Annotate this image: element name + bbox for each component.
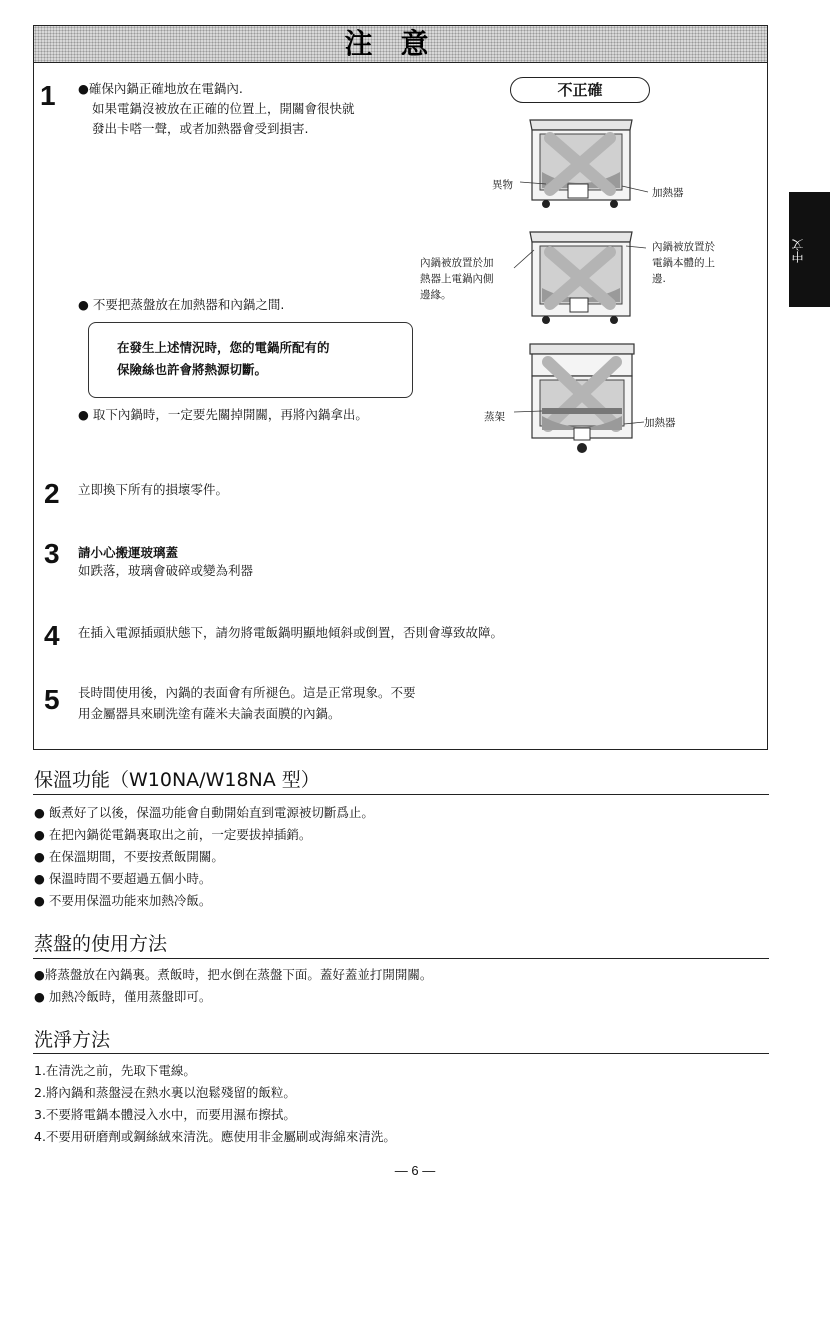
item-number-1: 1	[40, 80, 56, 111]
cleaning-item-1: 1.在清洗之前，先取下電線。	[34, 1063, 196, 1078]
fuse-warning-box	[88, 322, 413, 398]
incorrect-label: 不正確	[510, 77, 650, 103]
caption-foreign-object: 異物	[492, 179, 513, 191]
item3-line1: 請小心搬運玻璃蓋	[78, 545, 179, 560]
item1-bullet2: ● 不要把蒸盤放在加熱器和內鍋之間.	[78, 297, 285, 312]
caution-header	[34, 26, 767, 63]
cooker-figure-steam-tray	[524, 342, 640, 454]
keep-warm-item-3: ● 在保溫期間，不要按煮飯開關。	[34, 849, 224, 864]
item-number-3: 3	[44, 538, 60, 569]
item5-line1: 長時間使用後，內鍋的表面會有所褪色。這是正常現象。不要	[78, 685, 416, 700]
caption-right-note-3: 邊.	[652, 273, 666, 285]
keep-warm-heading: 保溫功能（W10NA/W18NA 型）	[34, 769, 320, 791]
item4-text: 在插入電源插頭狀態下，請勿將電飯鍋明顯地傾斜或倒置，否則會導致故障。	[78, 625, 504, 640]
cleaning-rule	[33, 1053, 769, 1054]
cooker-figure-misplaced-pot	[520, 228, 640, 326]
caption-heater-1: 加熱器	[652, 187, 684, 199]
item2-text: 立即換下所有的損壞零件。	[78, 482, 229, 497]
warning-line2: 保險絲也許會將熱源切斷。	[117, 362, 268, 377]
steam-tray-rule	[33, 958, 769, 959]
item1-bullet1-line1: ●確保內鍋正確地放在電鍋內.	[78, 81, 243, 96]
warning-line1: 在發生上述情況時，您的電鍋所配有的	[117, 340, 330, 355]
steam-tray-heading: 蒸盤的使用方法	[34, 933, 168, 955]
cooker-figure-foreign-object	[520, 112, 640, 212]
cleaning-heading: 洗淨方法	[34, 1029, 111, 1051]
keep-warm-rule	[33, 794, 769, 795]
item5-line2: 用金屬器具來刷洗塗有薩米夫論表面膜的內鍋。	[78, 706, 341, 721]
item-number-2: 2	[44, 478, 60, 509]
keep-warm-item-5: ● 不要用保溫功能來加熱冷飯。	[34, 893, 212, 908]
page-number: — 6 —	[394, 1163, 436, 1178]
steam-tray-item-1: ●將蒸盤放在內鍋裏。煮飯時，把水倒在蒸盤下面。蓋好蓋並打開開關。	[34, 967, 433, 982]
item-number-4: 4	[44, 620, 60, 651]
keep-warm-item-4: ● 保溫時間不要超過五個小時。	[34, 871, 212, 886]
item3-line2: 如跌落，玻璃會破碎或變為利器	[78, 563, 254, 578]
keep-warm-item-2: ● 在把內鍋從電鍋裏取出之前，一定要拔掉插銷。	[34, 827, 312, 842]
item1-bullet3: ● 取下內鍋時，一定要先關掉開關，再將內鍋拿出。	[78, 407, 368, 422]
keep-warm-item-1: ● 飯煮好了以後，保溫功能會自動開始直到電源被切斷爲止。	[34, 805, 374, 820]
caption-left-note-1: 內鍋被放置於加	[420, 257, 494, 269]
language-tab-label: 中文	[791, 239, 805, 263]
caption-right-note-1: 內鍋被放置於	[652, 241, 715, 253]
cleaning-item-4: 4.不要用研磨劑或鋼絲絨來清洗。應使用非金屬刷或海綿來清洗。	[34, 1129, 396, 1144]
caption-right-note-2: 電鍋本體的上	[652, 257, 715, 269]
caption-left-note-2: 熱器上電鍋內側	[420, 273, 494, 285]
item1-bullet1-line3: 發出卡嗒一聲，或者加熱器會受到損害.	[92, 121, 309, 136]
caption-steam-tray: 蒸架	[484, 411, 505, 423]
cleaning-item-3: 3.不要將電鍋本體浸入水中，而要用濕布擦拭。	[34, 1107, 296, 1122]
language-side-tab	[789, 192, 830, 307]
cleaning-item-2: 2.將內鍋和蒸盤浸在熱水裏以泡鬆殘留的飯粒。	[34, 1085, 296, 1100]
steam-tray-item-2: ● 加熱冷飯時，僅用蒸盤即可。	[34, 989, 212, 1004]
caption-heater-2: 加熱器	[644, 417, 676, 429]
item-number-5: 5	[44, 684, 60, 715]
caution-title: 注意	[344, 27, 457, 60]
item1-bullet1-line2: 如果電鍋沒被放在正確的位置上，開關會很快就	[92, 101, 355, 116]
caption-left-note-3: 邊緣。	[420, 289, 452, 301]
